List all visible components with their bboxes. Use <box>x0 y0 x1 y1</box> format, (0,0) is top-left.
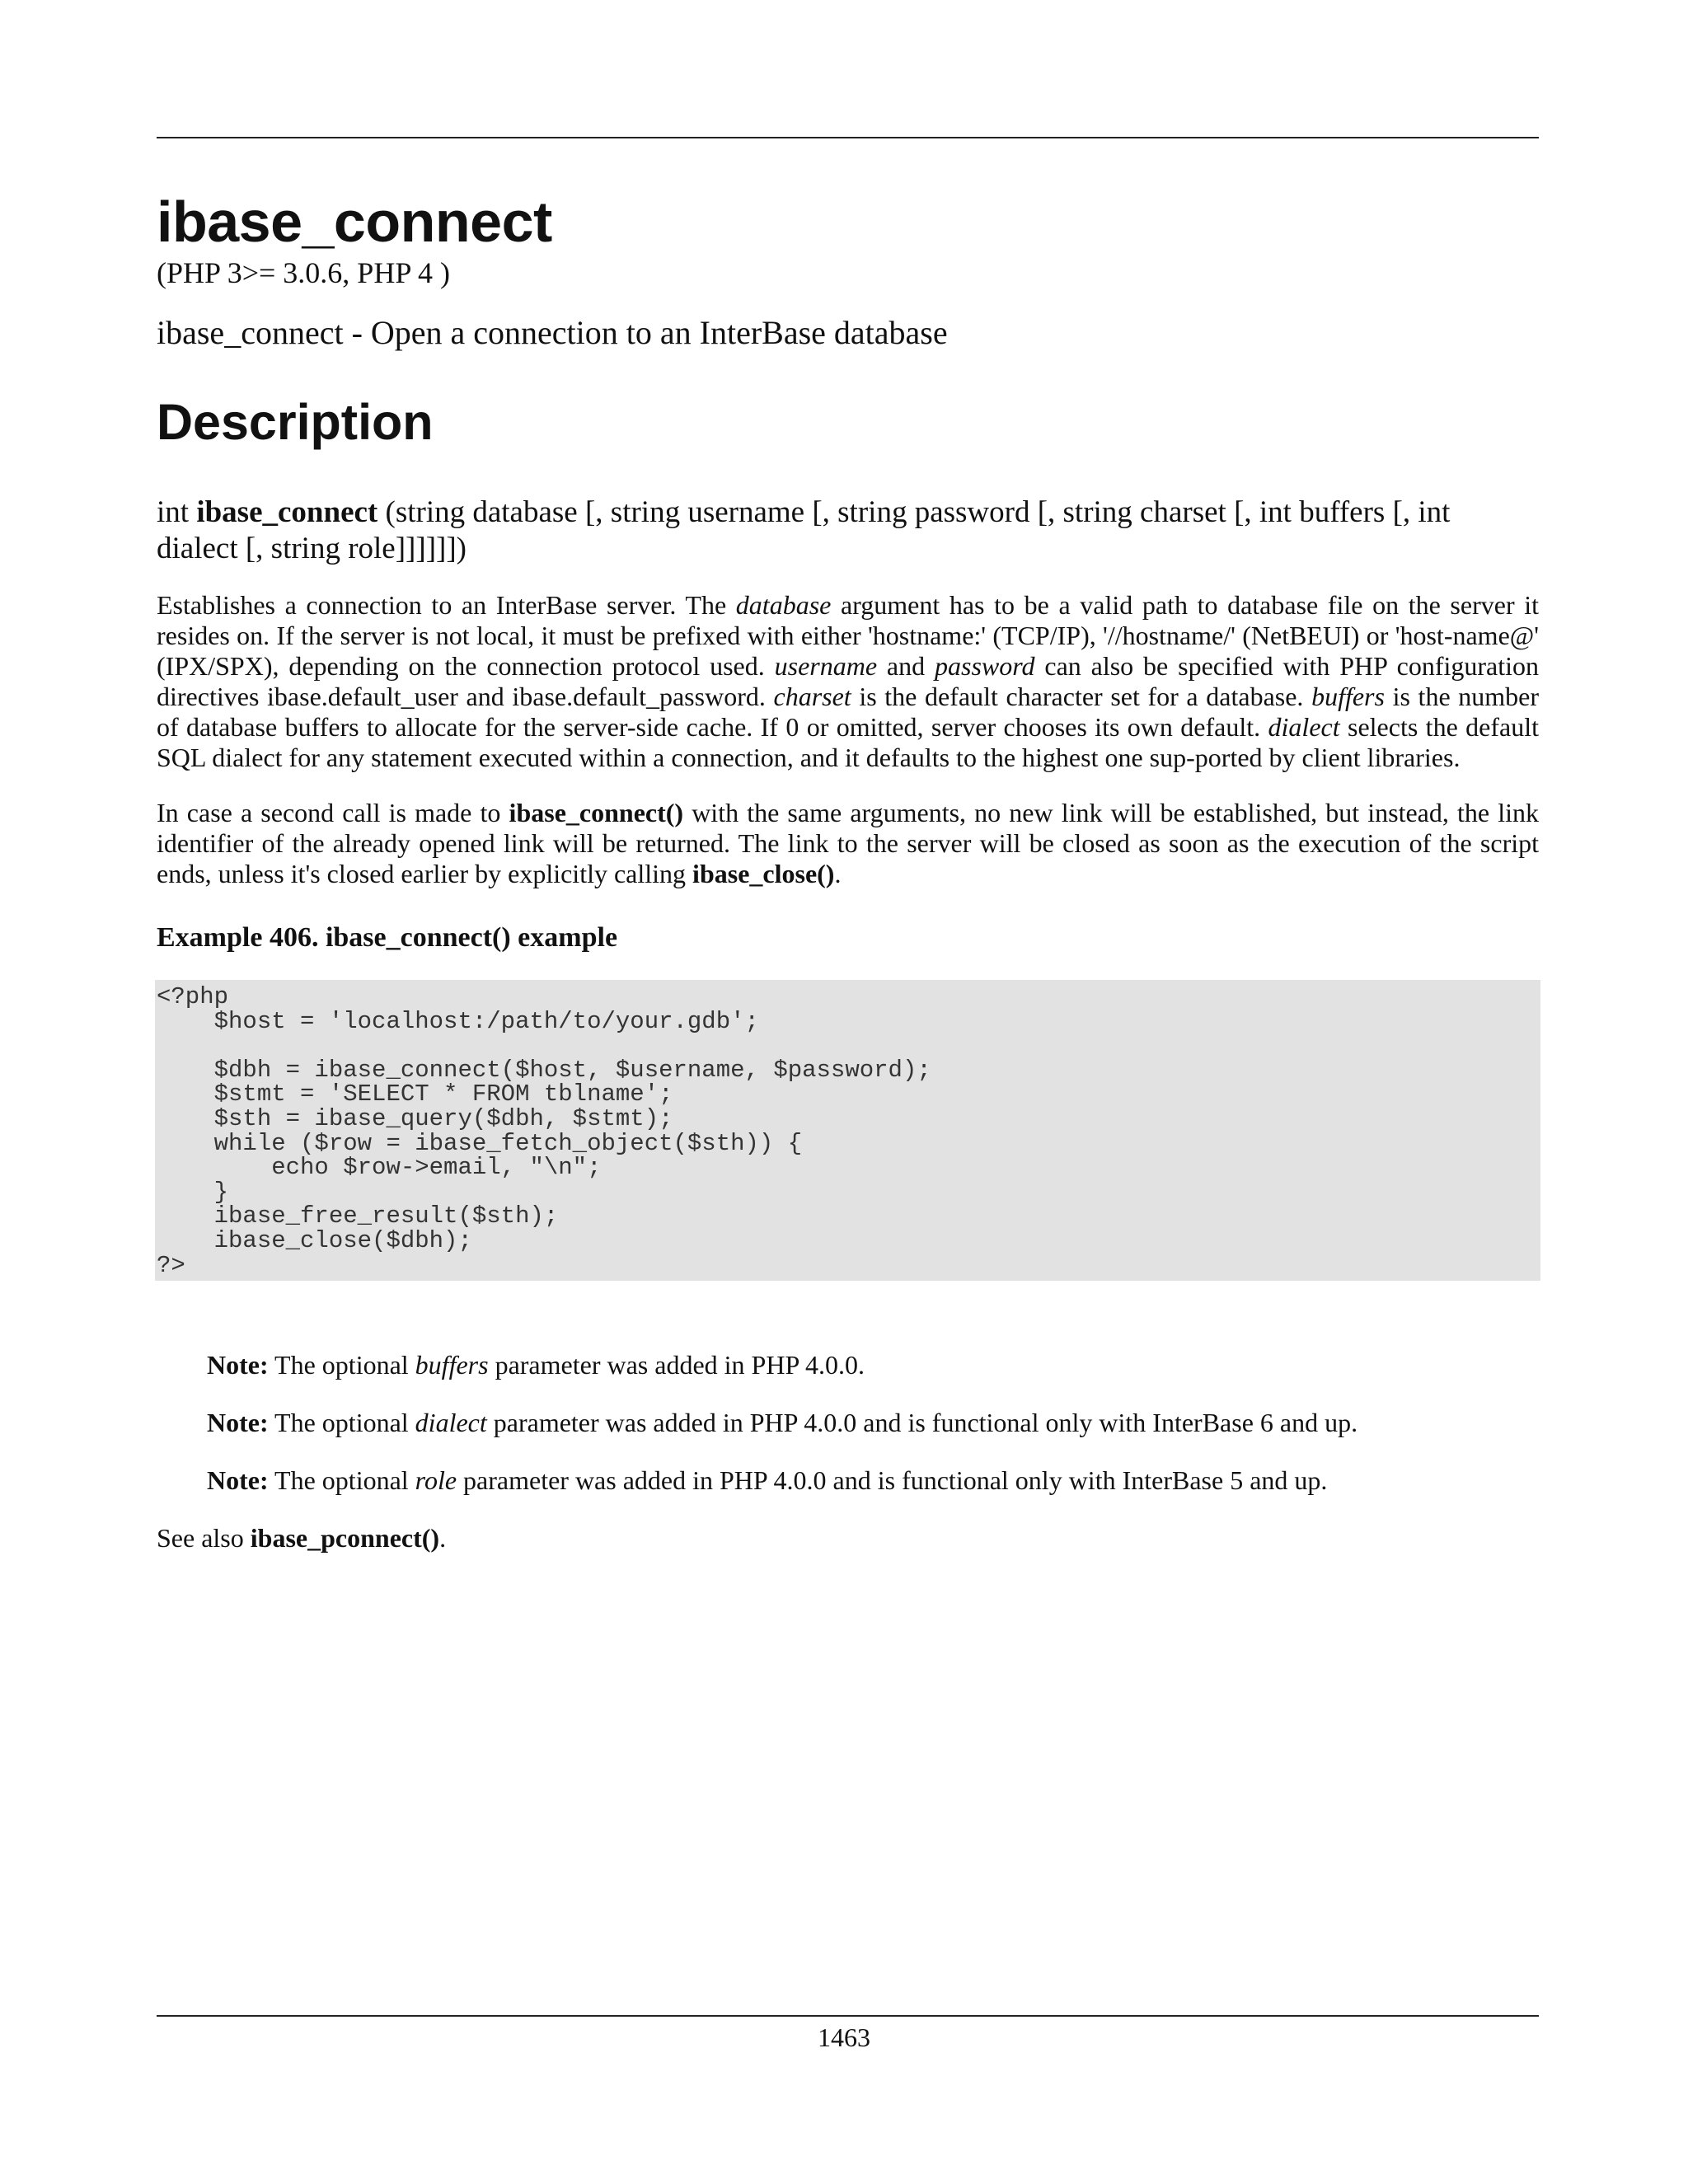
page-title: ibase_connect <box>157 190 552 254</box>
function-synopsis <box>157 494 1539 567</box>
note-dialect: Note: The optional dialect parameter was added in PHP 4.0.0 and is functional only with InterBase 6 and up. <box>207 1408 1358 1438</box>
param-username: username <box>774 651 878 681</box>
page-content <box>157 188 1539 1554</box>
note-buffers: Note: The optional buffers parameter was added in PHP 4.0.0. <box>207 1350 865 1380</box>
page-number: 1463 <box>818 2022 870 2052</box>
function-link-ibase-close: ibase_close() <box>692 859 835 888</box>
php-versions: (PHP 3>= 3.0.6, PHP 4 ) <box>157 256 450 289</box>
parameter-list: (string database [, string username [, string password [, string charset [, int buffers [, int dialect [, string role]]]]]]) <box>157 495 1451 565</box>
param-database: database <box>735 590 832 620</box>
example-title: Example 406. ibase_connect() example <box>157 922 618 953</box>
param-buffers: buffers <box>1311 682 1385 711</box>
note-role: Note: The optional role parameter was added in PHP 4.0.0 and is functional only with InterBase 5 and up. <box>207 1465 1328 1496</box>
function-link-ibase-connect: ibase_connect() <box>509 798 684 827</box>
code-example: <?php $host = 'localhost:/path/to/your.gdb'; $dbh = ibase_connect($host, $username, $password); $stmt = 'SELECT * FROM tblname'; $sth = ibase_query($dbh, $stmt); while ($row = ibase_fetch_object($sth)) { echo $row->email, "\n"; } ibase_free_result($sth); ibase_close($dbh); ?> <box>155 980 1540 1281</box>
bottom-rule <box>157 2015 1539 2017</box>
function-purpose: ibase_connect - Open a connection to an InterBase database <box>157 314 948 351</box>
return-type: int <box>157 495 190 529</box>
function-link-ibase-pconnect: ibase_pconnect() <box>250 1523 440 1554</box>
function-name: ibase_connect <box>196 495 378 529</box>
description-paragraph: Establishes a connection to an InterBase server. The database argument has to be a valid path to database file on the server it resides on. If the server is not local, it must be prefixed with either 'hostname:' (TCP/IP), '//hostname/' (NetBEUI) or 'host-name@' (IPX/SPX), depending on the connection protocol used. username and password can also be specified with PHP configuration directives ibase.default_user and ibase.default_password. charset is the default character set for a database. buffers is the number of database buffers to allocate for the server-side cache. If 0 or omitted, server chooses its own default. dialect selects the default SQL dialect for any statement executed within a connection, and it defaults to the highest one sup-ported by client libraries. <box>157 590 1540 772</box>
notes-section <box>157 1348 1539 1497</box>
param-password: password <box>934 651 1035 681</box>
top-rule <box>157 137 1539 138</box>
param-charset: charset <box>773 682 851 711</box>
description-heading: Description <box>157 394 434 450</box>
see-also: See also ibase_pconnect(). <box>157 1523 447 1554</box>
param-dialect: dialect <box>1268 712 1340 742</box>
persistence-paragraph: In case a second call is made to ibase_connect() with the same arguments, no new link will be established, but instead, the link identifier of the already opened link will be returned. The link to the server will be closed as soon as the execution of the script ends, unless it's closed earlier by explicitly calling ibase_close(). <box>157 798 1540 888</box>
